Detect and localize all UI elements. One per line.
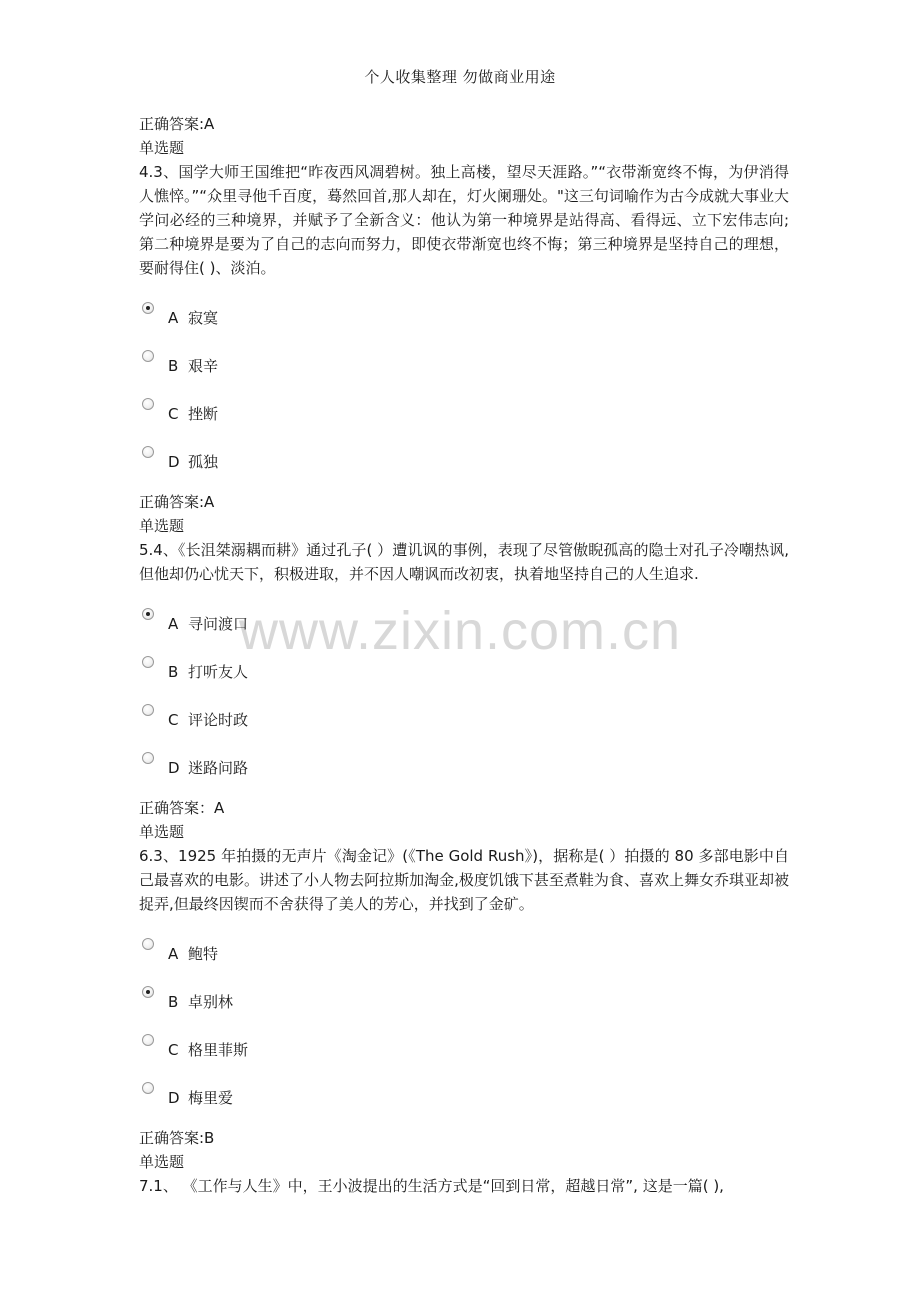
option-label: 鲍特 <box>188 945 219 963</box>
option-label: 迷路问路 <box>188 759 249 777</box>
radio-button-icon[interactable] <box>142 704 154 716</box>
option-label: 寂寞 <box>188 309 219 327</box>
radio-button-icon[interactable] <box>142 752 154 764</box>
answer-line: 正确答案:A <box>139 115 215 133</box>
question-type: 单选题 <box>139 823 185 841</box>
radio-button-icon[interactable] <box>142 398 154 410</box>
option-letter: A <box>168 615 179 633</box>
option-c[interactable] <box>139 1026 789 1074</box>
option-b[interactable] <box>139 342 789 390</box>
question-text: 4.3、国学大师王国维把“昨夜西风凋碧树。独上高楼，望尽天涯路。”“衣带渐宽终不悔，为伊消得人憔悴。”“众里寻他千百度，蓦然回首,那人却在，灯火阑珊处。"这三句词喻作为古今成就大事业大学问必经的三种境界，并赋予了全新含义：他认为第一种境界是站得高、看得远、立下宏伟志向;第二种境界是要为了自己的志向而努力，即使衣带渐宽也终不悔；第三种境界是坚持自己的理想，要耐得住( )、淡泊。 <box>139 163 789 277</box>
question-block <box>139 538 789 844</box>
option-d[interactable] <box>139 438 789 486</box>
option-label: 挫断 <box>188 405 219 423</box>
radio-button-icon[interactable] <box>142 350 154 362</box>
question-block <box>139 160 789 538</box>
option-label: 孤独 <box>188 453 219 471</box>
radio-button-icon[interactable] <box>142 608 154 620</box>
watermark: www.zixin.com.cn <box>238 601 682 661</box>
option-letter: D <box>168 759 180 777</box>
radio-button-icon[interactable] <box>142 656 154 668</box>
option-letter: C <box>168 405 179 423</box>
option-b[interactable] <box>139 648 789 696</box>
radio-button-icon[interactable] <box>142 446 154 458</box>
answer-line: 正确答案:B <box>139 1129 215 1147</box>
option-d[interactable] <box>139 744 789 792</box>
option-c[interactable] <box>139 390 789 438</box>
question-type: 单选题 <box>139 139 185 157</box>
answer-line: 正确答案：A <box>139 799 225 817</box>
radio-button-icon[interactable] <box>142 938 154 950</box>
option-a[interactable] <box>139 294 789 342</box>
option-label: 艰辛 <box>188 357 219 375</box>
question-block <box>139 1174 789 1198</box>
option-list <box>139 930 789 1122</box>
page-header: 个人收集整理 勿做商业用途 <box>364 68 556 86</box>
option-label: 卓别林 <box>188 993 234 1011</box>
option-letter: A <box>168 309 179 327</box>
question-text: 5.4、《长沮桀溺耦而耕》通过孔子( ）遭讥讽的事例，表现了尽管傲睨孤高的隐士对孔子冷嘲热讽,但他却仍心忧天下，积极进取，并不因人嘲讽而改初衷，执着地坚持自己的人生追求. <box>139 541 789 583</box>
option-letter: B <box>168 663 179 681</box>
option-letter: A <box>168 945 179 963</box>
question-text: 6.3、1925 年拍摄的无声片《淘金记》(《The Gold Rush》)，据称是( ）拍摄的 80 多部电影中自己最喜欢的电影。讲述了小人物去阿拉斯加淘金,极度饥饿下甚至煮鞋为食、喜欢上舞女乔琪亚却被捉弄,但最终因锲而不舍获得了美人的芳心，并找到了金矿。 <box>139 847 789 913</box>
option-b[interactable] <box>139 978 789 1026</box>
question-type: 单选题 <box>139 1153 185 1171</box>
option-d[interactable] <box>139 1074 789 1122</box>
option-label: 梅里爱 <box>188 1089 234 1107</box>
question-type: 单选题 <box>139 517 185 535</box>
answer-line: 正确答案:A <box>139 493 215 511</box>
option-label: 评论时政 <box>188 711 249 729</box>
option-a[interactable] <box>139 930 789 978</box>
radio-button-icon[interactable] <box>142 1034 154 1046</box>
question-block <box>139 844 789 1174</box>
option-label: 打听友人 <box>188 663 249 681</box>
question-text: 7.1、 《工作与人生》中，王小波提出的生活方式是“回到日常，超越日常”, 这是一篇( ), <box>139 1177 724 1195</box>
option-list <box>139 294 789 486</box>
option-list <box>139 600 789 792</box>
option-letter: D <box>168 1089 180 1107</box>
option-label: 寻问渡口 <box>188 615 249 633</box>
option-letter: B <box>168 357 179 375</box>
radio-button-icon[interactable] <box>142 986 154 998</box>
option-label: 格里菲斯 <box>188 1041 249 1059</box>
document-body <box>139 112 789 1198</box>
option-letter: B <box>168 993 179 1011</box>
option-c[interactable] <box>139 696 789 744</box>
option-letter: C <box>168 711 179 729</box>
radio-button-icon[interactable] <box>142 302 154 314</box>
option-a[interactable] <box>139 600 789 648</box>
radio-button-icon[interactable] <box>142 1082 154 1094</box>
option-letter: D <box>168 453 180 471</box>
option-letter: C <box>168 1041 179 1059</box>
